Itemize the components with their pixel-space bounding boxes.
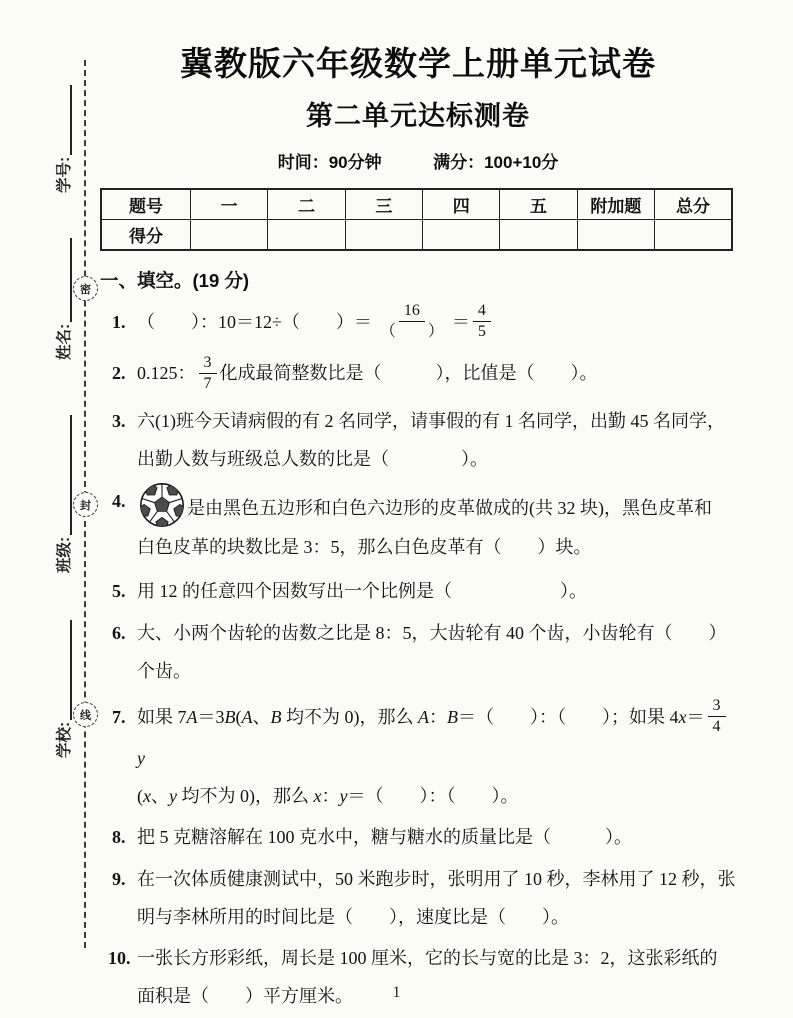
question (100, 860, 736, 936)
soccer-ball-icon (139, 482, 185, 528)
page-number: 1 (392, 984, 401, 1001)
question-number: 7. (112, 706, 126, 727)
seal-stamp: 密 (73, 276, 98, 301)
question-text: 是由黑色五边形和白色六边形的皮革做成的(共 32 块)，黑色皮革和 (187, 497, 712, 518)
margin-field-blank (56, 238, 72, 322)
question-line (137, 482, 736, 528)
score-table-header: 二 (268, 189, 345, 220)
question (100, 354, 736, 395)
math-variable: x (313, 786, 322, 807)
question-line (137, 698, 736, 777)
question-line (137, 402, 736, 440)
math-variable: x (678, 706, 687, 727)
fraction-numerator: 3 (199, 353, 217, 374)
fraction-denominator: 4 (712, 718, 721, 736)
question-text: ＝3 (197, 706, 225, 727)
score-table-header: 三 (345, 189, 422, 220)
math-variable: y (169, 786, 177, 807)
question-line (137, 860, 736, 898)
question-line (137, 614, 736, 652)
math-variable: A (241, 706, 253, 727)
question-number: 4. (112, 490, 126, 511)
question-text: 如果 7 (137, 706, 187, 727)
question (100, 614, 736, 690)
score-table-header: 总分 (655, 189, 732, 220)
section-heading: 一、填空。(19 分) (100, 270, 250, 291)
score-table-header: 五 (500, 189, 577, 220)
question-number: 1. (112, 312, 126, 332)
margin-field-label: 学校: (56, 721, 73, 758)
question-text: ( (235, 706, 242, 727)
question-text: 把 5 克糖溶解在 100 克水中，糖与糖水的质量比是（ ）。 (137, 827, 632, 848)
math-variable: B (447, 706, 458, 727)
question-text: 、 (252, 706, 271, 727)
fraction-denominator: （ ） (379, 323, 444, 341)
question-line (137, 898, 736, 936)
question-text: 六(1)班今天请病假的有 2 名同学，请事假的有 1 名同学，出勤 45 名同学， (137, 410, 725, 431)
fraction-denominator: 5 (477, 323, 486, 341)
score-table-header: 附加题 (577, 189, 654, 220)
question (100, 402, 736, 478)
margin-field (52, 238, 74, 360)
score-cell (268, 220, 345, 251)
question-text: 面积是（ ）平方厘米。 (137, 986, 353, 1007)
question-line (137, 354, 736, 395)
question-line (137, 818, 736, 856)
question-text: 在一次体质健康测试中，50 米跑步时，张明用了 10 秒，李林用了 12 秒，张 (137, 869, 736, 890)
score-cell (655, 220, 732, 251)
question-number: 2. (112, 363, 126, 384)
math-variable: x (143, 786, 151, 807)
page-title: 冀教版六年级数学上册单元试卷 (180, 45, 656, 82)
question-line (137, 303, 736, 344)
time-label: 时间：90分钟 (277, 153, 382, 172)
page-subtitle: 第二单元达标测卷 (306, 101, 530, 131)
math-variable: A (186, 706, 198, 727)
margin-field-blank (56, 85, 72, 155)
question-text: 个齿。 (137, 660, 191, 681)
score-table-header: 四 (423, 189, 500, 220)
score-table-header: 一 (191, 189, 268, 220)
question-number: 5. (112, 580, 126, 601)
math-variable: y (339, 786, 348, 807)
score-cell (191, 220, 268, 251)
margin-field (52, 85, 74, 193)
question (100, 818, 736, 856)
question-line (137, 572, 736, 610)
question-text: ＝（ ）：（ ）。 (347, 786, 519, 807)
question-number: 6. (112, 622, 126, 643)
margin-field-label: 学号: (56, 156, 73, 193)
question (100, 572, 736, 610)
question-text: 大、小两个齿轮的齿数之比是 8：5，大齿轮有 40 个齿，小齿轮有（ ） (137, 622, 727, 643)
fraction-numerator: 16 (399, 301, 425, 322)
question-number: 9. (112, 869, 126, 890)
question-text: ( (137, 786, 143, 807)
margin-field (52, 620, 74, 758)
score-table (100, 188, 733, 251)
score-cell (345, 220, 422, 251)
question-text: 均不为 0)，那么 (177, 786, 314, 807)
question-text: ＝（ ）：（ ）；如果 4 (458, 706, 679, 727)
fraction (375, 301, 449, 342)
fraction (199, 353, 217, 394)
math-variable: B (224, 706, 236, 727)
score-cell (500, 220, 577, 251)
question-number: 8. (112, 827, 126, 848)
question-line (137, 939, 736, 977)
question-line (137, 440, 736, 478)
question (100, 698, 736, 815)
question-text: 明与李林所用的时间比是（ ），速度比是（ ）。 (137, 907, 569, 928)
fraction (708, 696, 726, 737)
question-text: ＝ (686, 706, 705, 727)
margin-field (52, 415, 74, 573)
score-cell (577, 220, 654, 251)
fraction-denominator: 7 (203, 374, 212, 392)
math-variable: y (137, 748, 145, 769)
question-list (100, 303, 736, 1015)
question-line (137, 652, 736, 690)
seal-stamp: 线 (73, 702, 98, 727)
question-text: 0.125： (137, 363, 196, 384)
fraction (473, 301, 491, 342)
margin-field-blank (56, 620, 72, 720)
margin-field-label: 班级: (56, 536, 73, 573)
score-row-label: 得分 (101, 220, 191, 251)
fraction-numerator: 3 (708, 696, 726, 717)
math-variable: A (418, 706, 429, 727)
fullscore-label: 满分：100+10分 (433, 153, 559, 172)
question-text: 化成最简整数比是（ ），比值是（ ）。 (219, 363, 598, 384)
question-line (137, 777, 736, 815)
question-text: 用 12 的任意四个因数写出一个比例是（ ）。 (137, 580, 587, 601)
score-table-corner: 题号 (101, 189, 191, 220)
question-number: 10. (108, 948, 131, 969)
question (100, 482, 736, 566)
seal-stamp: 封 (73, 492, 98, 517)
question (100, 939, 736, 1015)
question-text: 出勤人数与班级总人数的比是（ ）。 (137, 448, 488, 469)
question (100, 303, 736, 344)
question-text: ： (429, 706, 447, 727)
question-text: 均不为 0)，那么 (281, 706, 418, 727)
question-text: 、 (151, 786, 169, 807)
question-line (137, 528, 736, 566)
margin-field-label: 姓名: (56, 323, 73, 360)
margin-field-blank (56, 415, 72, 535)
score-cell (423, 220, 500, 251)
question-text: ＝ (451, 312, 470, 332)
exam-info (100, 148, 736, 173)
question-number: 3. (112, 410, 126, 431)
question-text: 一张长方形彩纸，周长是 100 厘米，它的长与宽的比是 3：2，这张彩纸的 (137, 948, 718, 969)
math-variable: B (270, 706, 282, 727)
question-text: （ ）：10＝12÷（ ）＝ (137, 312, 372, 332)
question-text: 白色皮革的块数比是 3：5，那么白色皮革有（ ）块。 (137, 536, 592, 557)
fraction-numerator: 4 (473, 301, 491, 322)
exam-content (100, 38, 736, 1015)
question-text: ： (321, 786, 340, 807)
